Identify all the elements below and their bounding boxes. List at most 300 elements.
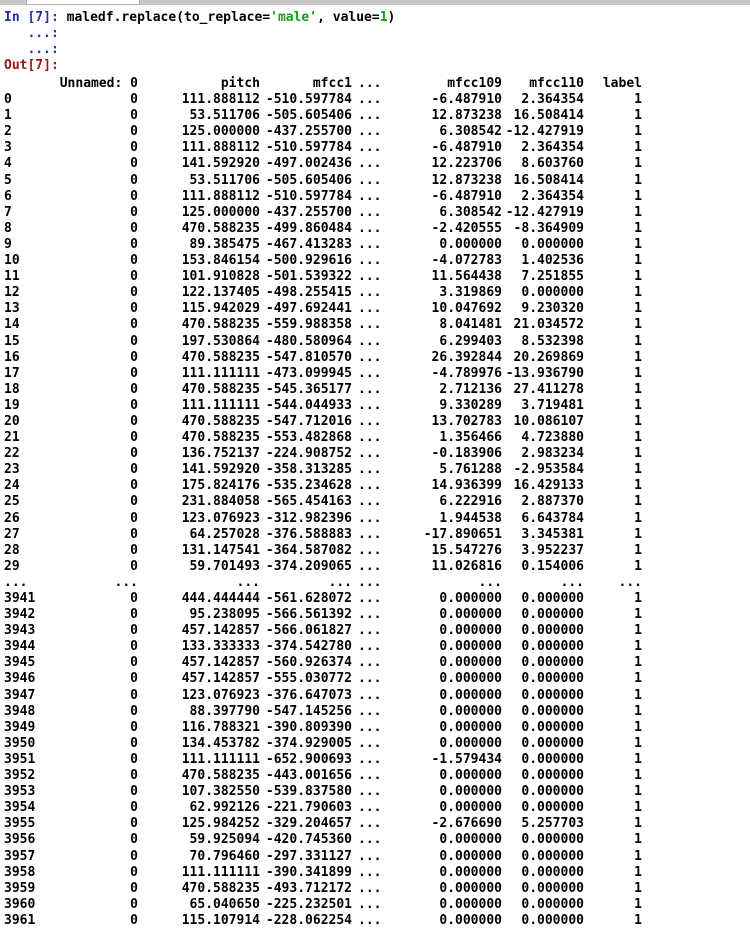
cell-pitch: 141.592920 — [181, 462, 260, 478]
cell-ellipsis: ... — [358, 719, 382, 735]
table-row — [0, 559, 750, 575]
table-row — [0, 285, 750, 301]
cell-pitch: 111.888112 — [181, 92, 260, 108]
row-index: 3951 — [4, 751, 36, 767]
cell-ellipsis: ... — [358, 912, 382, 928]
table-row — [0, 366, 750, 382]
cell-unnamed: 0 — [130, 687, 138, 703]
cell-mfcc1: -374.542780 — [265, 639, 352, 655]
cell-ellipsis: ... — [358, 285, 382, 301]
cell-ellipsis: ... — [358, 784, 382, 800]
table-row — [0, 494, 750, 510]
cell-unnamed: 0 — [130, 784, 138, 800]
row-index: 3950 — [4, 735, 36, 751]
cell-ellipsis: ... — [358, 301, 382, 317]
cell-ellipsis: ... — [358, 510, 382, 526]
cell-ellipsis: ... — [358, 671, 382, 687]
table-row — [0, 591, 750, 607]
cell-mfcc109: -6.487910 — [431, 92, 502, 108]
row-index: 27 — [4, 526, 20, 542]
cell-label: 1 — [634, 542, 642, 558]
cell-label: 1 — [634, 301, 642, 317]
cell-mfcc110: 0.000000 — [521, 655, 584, 671]
cell-unnamed: 0 — [130, 735, 138, 751]
cell-mfcc109: -0.183906 — [431, 446, 502, 462]
cell-label: 1 — [634, 687, 642, 703]
column-header-mfcc110: mfcc110 — [529, 76, 584, 91]
cell-unnamed: 0 — [130, 639, 138, 655]
row-index: 9 — [4, 236, 12, 252]
cell-mfcc109: 1.356466 — [439, 430, 502, 446]
row-index: 20 — [4, 413, 20, 429]
row-index: 5 — [4, 172, 12, 188]
cell-pitch: 111.888112 — [181, 188, 260, 204]
cell-mfcc110: 0.000000 — [521, 623, 584, 639]
cell-pitch: 107.382550 — [181, 784, 260, 800]
cell-pitch: 53.511706 — [189, 108, 260, 124]
cell-label: 1 — [634, 92, 642, 108]
table-row — [0, 462, 750, 478]
cell-pitch: 131.147541 — [181, 542, 260, 558]
cell-pitch: 457.142857 — [181, 655, 260, 671]
window-top-bar — [0, 0, 750, 5]
column-header-label: label — [602, 76, 642, 91]
table-row — [0, 527, 750, 543]
cell-mfcc1: -374.209065 — [265, 558, 352, 574]
cell-mfcc109: 6.222916 — [439, 494, 502, 510]
cell-mfcc109: 2.712136 — [439, 381, 502, 397]
cell-mfcc109: 0.000000 — [439, 896, 502, 912]
cell-mfcc109: 5.761288 — [439, 462, 502, 478]
cell-mfcc109: -4.789976 — [431, 365, 502, 381]
cell-mfcc1: -497.002436 — [265, 156, 352, 172]
cell-mfcc110: 3.345381 — [521, 526, 584, 542]
cell-mfcc1: -443.001656 — [265, 768, 352, 784]
cell-unnamed: 0 — [130, 591, 138, 606]
cell-mfcc110: 4.723880 — [521, 430, 584, 446]
cell-mfcc110: 0.000000 — [521, 768, 584, 784]
cell-mfcc109: -17.890651 — [423, 526, 502, 542]
cell-pitch: 444.444444 — [181, 591, 260, 606]
row-index: 23 — [4, 462, 20, 478]
cell-mfcc1: -566.561392 — [265, 607, 352, 623]
cell-mfcc1: -364.587082 — [265, 542, 352, 558]
table-row — [0, 720, 750, 736]
cell-unnamed: 0 — [130, 269, 138, 285]
cell-mfcc110: 2.983234 — [521, 446, 584, 462]
cell-mfcc110: 0.000000 — [521, 784, 584, 800]
row-index: 17 — [4, 365, 20, 381]
cell-mfcc109: 0.000000 — [439, 719, 502, 735]
table-row — [0, 350, 750, 366]
table-row — [0, 301, 750, 317]
cell-unnamed: 0 — [130, 220, 138, 236]
cell-mfcc110: 0.000000 — [521, 735, 584, 751]
table-row — [0, 478, 750, 494]
cell-pitch: 125.000000 — [181, 124, 260, 140]
cell-mfcc110: 8.603760 — [521, 156, 584, 172]
cell-mfcc110: 0.000000 — [521, 880, 584, 896]
cell-label: 1 — [634, 816, 642, 832]
cell-mfcc110: 0.000000 — [521, 607, 584, 623]
table-row — [0, 752, 750, 768]
cell-ellipsis: ... — [358, 896, 382, 912]
cell-pitch: 470.588235 — [181, 381, 260, 397]
cell-ellipsis: ... — [358, 172, 382, 188]
cell-pitch: 470.588235 — [181, 880, 260, 896]
cell-label: 1 — [634, 236, 642, 252]
cell-mfcc1: -374.929005 — [265, 735, 352, 751]
column-header-unnamed: Unnamed: 0 — [59, 76, 138, 91]
cell-ellipsis: ... — [358, 349, 382, 365]
cell-label: 1 — [634, 510, 642, 526]
cell-label: 1 — [634, 140, 642, 156]
cell-pitch: 64.257028 — [189, 526, 260, 542]
dataframe-output — [0, 76, 750, 929]
cell-mfcc1: -498.255415 — [265, 285, 352, 301]
cell-label: 1 — [634, 349, 642, 365]
cell-label: 1 — [634, 446, 642, 462]
table-row — [0, 269, 750, 285]
row-index: 2 — [4, 124, 12, 140]
row-index: 7 — [4, 204, 12, 220]
cell-label: 1 — [634, 478, 642, 494]
cell-unnamed: 0 — [130, 896, 138, 912]
cell-mfcc1: -312.982396 — [265, 510, 352, 526]
cell-ellipsis: ... — [358, 365, 382, 381]
cell-pitch: 111.111111 — [181, 751, 260, 767]
row-index: 6 — [4, 188, 12, 204]
cell-mfcc110: 0.000000 — [521, 896, 584, 912]
cell-ellipsis: ... — [358, 864, 382, 880]
cell-ellipsis: ... — [358, 703, 382, 719]
cell-ellipsis: ... — [358, 156, 382, 172]
code-string-literal: 'male' — [270, 10, 318, 25]
cell-label: 1 — [634, 912, 642, 928]
cell-ellipsis: ... — [358, 655, 382, 671]
cell-mfcc109: 0.000000 — [439, 784, 502, 800]
table-row — [0, 655, 750, 671]
cell-unnamed: 0 — [130, 703, 138, 719]
cell-label: 1 — [634, 703, 642, 719]
cell-pitch: 197.530864 — [181, 333, 260, 349]
row-index: 21 — [4, 430, 20, 446]
cell-pitch: 231.884058 — [181, 494, 260, 510]
row-index: 3947 — [4, 687, 36, 703]
cell-mfcc1: -480.580964 — [265, 333, 352, 349]
cell-mfcc110: 0.000000 — [521, 751, 584, 767]
table-row — [0, 173, 750, 189]
cell-mfcc1: -547.145256 — [265, 703, 352, 719]
cell-label: 1 — [634, 832, 642, 848]
cell-mfcc110: 10.086107 — [513, 413, 584, 429]
cell-ellipsis: ... — [358, 880, 382, 896]
cell-mfcc110: 16.508414 — [513, 172, 584, 188]
cell-mfcc109: 12.223706 — [431, 156, 502, 172]
table-row — [0, 382, 750, 398]
cell-mfcc110: 3.719481 — [521, 397, 584, 413]
cell-unnamed: 0 — [130, 719, 138, 735]
cell-ellipsis: ... — [358, 848, 382, 864]
column-header-ellipsis: ... — [358, 76, 382, 91]
cell-mfcc110: 1.402536 — [521, 253, 584, 269]
cell-unnamed: 0 — [130, 558, 138, 574]
cell-unnamed: 0 — [130, 816, 138, 832]
row-index: 3960 — [4, 896, 36, 912]
cell-label: 1 — [634, 172, 642, 188]
cell-pitch: 123.076923 — [181, 687, 260, 703]
cell-mfcc109: 0.000000 — [439, 880, 502, 896]
row-index: 22 — [4, 446, 20, 462]
cell-label: 1 — [634, 430, 642, 446]
cell-mfcc109: 11.026816 — [431, 558, 502, 574]
row-index: 3957 — [4, 848, 36, 864]
row-index: 4 — [4, 156, 12, 172]
row-index: 3945 — [4, 655, 36, 671]
cell-mfcc110: 0.000000 — [521, 719, 584, 735]
table-row — [0, 865, 750, 881]
cell-mfcc109: 1.944538 — [439, 510, 502, 526]
cell-mfcc109: 0.000000 — [439, 623, 502, 639]
cell-mfcc1: -555.030772 — [265, 671, 352, 687]
cell-pitch: 470.588235 — [181, 317, 260, 333]
cell-unnamed: 0 — [130, 349, 138, 365]
cell-mfcc1: -390.809390 — [265, 719, 352, 735]
cell-ellipsis: ... — [358, 430, 382, 446]
cell-label: 1 — [634, 864, 642, 880]
cell-mfcc110: 0.000000 — [521, 703, 584, 719]
table-row — [0, 897, 750, 913]
cell-mfcc1: -561.628072 — [265, 591, 352, 606]
cell-unnamed: 0 — [130, 140, 138, 156]
cell-mfcc1: -376.647073 — [265, 687, 352, 703]
row-index: 3952 — [4, 768, 36, 784]
cell-ellipsis: ... — [358, 558, 382, 574]
cell-ellipsis: ... — [358, 220, 382, 236]
cell-pitch: 70.796460 — [189, 848, 260, 864]
cell-mfcc1: -329.204657 — [265, 816, 352, 832]
cell-unnamed: 0 — [130, 864, 138, 880]
table-row — [0, 623, 750, 639]
row-index: 3949 — [4, 719, 36, 735]
cell-mfcc1: -437.255700 — [265, 124, 352, 140]
table-row — [0, 108, 750, 124]
cell-label: ... — [618, 574, 642, 590]
table-row — [0, 446, 750, 462]
code-argument: , value= — [317, 10, 380, 25]
cell-label: 1 — [634, 896, 642, 912]
cell-unnamed: 0 — [130, 478, 138, 494]
cell-ellipsis: ... — [358, 639, 382, 655]
cell-pitch: 134.453782 — [181, 735, 260, 751]
row-index: 25 — [4, 494, 20, 510]
cell-ellipsis: ... — [358, 124, 382, 140]
cell-pitch: 95.238095 — [189, 607, 260, 623]
table-body — [0, 92, 750, 929]
row-index: 3948 — [4, 703, 36, 719]
cell-mfcc1: -221.790603 — [265, 800, 352, 816]
cell-pitch: 65.040650 — [189, 896, 260, 912]
cell-ellipsis: ... — [358, 591, 382, 606]
cell-unnamed: 0 — [130, 494, 138, 510]
cell-ellipsis: ... — [358, 140, 382, 156]
row-index: 1 — [4, 108, 12, 124]
cell-label: 1 — [634, 607, 642, 623]
cell-label: 1 — [634, 188, 642, 204]
row-index: 12 — [4, 285, 20, 301]
cell-unnamed: 0 — [130, 285, 138, 301]
cell-mfcc110: 2.364354 — [521, 140, 584, 156]
cell-unnamed: 0 — [130, 413, 138, 429]
table-row — [0, 849, 750, 865]
cell-label: 1 — [634, 591, 642, 606]
cell-ellipsis: ... — [358, 800, 382, 816]
cell-unnamed: 0 — [130, 317, 138, 333]
cell-pitch: 457.142857 — [181, 623, 260, 639]
cell-mfcc110: 8.532398 — [521, 333, 584, 349]
out-prompt: Out[7]: — [4, 58, 59, 73]
cell-pitch: 111.888112 — [181, 140, 260, 156]
cell-unnamed: 0 — [130, 671, 138, 687]
cell-unnamed: 0 — [130, 848, 138, 864]
cell-mfcc1: -499.860484 — [265, 220, 352, 236]
cell-pitch: 125.984252 — [181, 816, 260, 832]
row-index: 16 — [4, 349, 20, 365]
cell-mfcc110: 0.000000 — [521, 864, 584, 880]
cell-unnamed: 0 — [130, 253, 138, 269]
table-row — [0, 543, 750, 559]
cell-pitch: 116.788321 — [181, 719, 260, 735]
top-tab[interactable] — [26, 0, 140, 5]
cell-mfcc1: -652.900693 — [265, 751, 352, 767]
cell-unnamed: 0 — [130, 108, 138, 124]
table-row — [0, 317, 750, 333]
cell-label: 1 — [634, 671, 642, 687]
row-index: 3954 — [4, 800, 36, 816]
cell-mfcc1: -437.255700 — [265, 204, 352, 220]
table-row — [0, 398, 750, 414]
cell-unnamed: 0 — [130, 236, 138, 252]
table-row — [0, 253, 750, 269]
cell-ellipsis: ... — [358, 333, 382, 349]
cell-mfcc109: 11.564438 — [431, 269, 502, 285]
cell-mfcc109: 0.000000 — [439, 832, 502, 848]
cell-pitch: 111.111111 — [181, 365, 260, 381]
row-index: 11 — [4, 269, 20, 285]
cell-pitch: 53.511706 — [189, 172, 260, 188]
cell-label: 1 — [634, 317, 642, 333]
cell-mfcc1: -376.588883 — [265, 526, 352, 542]
cell-unnamed: 0 — [130, 172, 138, 188]
code-call: maledf.replace(to_replace= — [58, 10, 271, 25]
input-line[interactable] — [4, 10, 395, 26]
cell-mfcc1: -510.597784 — [265, 188, 352, 204]
cell-mfcc109: 0.000000 — [439, 591, 502, 606]
cell-ellipsis: ... — [358, 526, 382, 542]
table-row — [0, 221, 750, 237]
cell-mfcc1: -297.331127 — [265, 848, 352, 864]
row-index: 24 — [4, 478, 20, 494]
cell-unnamed: 0 — [130, 800, 138, 816]
cell-unnamed: 0 — [130, 333, 138, 349]
cell-unnamed: 0 — [130, 510, 138, 526]
cell-ellipsis: ... — [358, 768, 382, 784]
row-index: 13 — [4, 301, 20, 317]
cell-pitch: 88.397790 — [189, 703, 260, 719]
cell-ellipsis: ... — [358, 317, 382, 333]
cell-mfcc1: -228.062254 — [265, 912, 352, 928]
row-index: ... — [4, 574, 28, 590]
cell-pitch: 141.592920 — [181, 156, 260, 172]
cell-label: 1 — [634, 800, 642, 816]
table-row — [0, 430, 750, 446]
table-row — [0, 92, 750, 108]
cell-unnamed: 0 — [130, 542, 138, 558]
cell-pitch: 470.588235 — [181, 413, 260, 429]
cell-mfcc1: ... — [328, 574, 352, 590]
cell-unnamed: 0 — [130, 655, 138, 671]
cell-mfcc110: 20.269869 — [513, 349, 584, 365]
cell-mfcc110: -2.953584 — [513, 462, 584, 478]
cell-mfcc1: -390.341899 — [265, 864, 352, 880]
table-row — [0, 816, 750, 832]
cell-mfcc110: 0.154006 — [521, 558, 584, 574]
cell-pitch: 122.137405 — [181, 285, 260, 301]
cell-mfcc110: 2.364354 — [521, 188, 584, 204]
row-index: 8 — [4, 220, 12, 236]
cell-unnamed: 0 — [130, 92, 138, 108]
cell-label: 1 — [634, 623, 642, 639]
cell-mfcc109: 0.000000 — [439, 671, 502, 687]
cell-mfcc109: -1.579434 — [431, 751, 502, 767]
table-row — [0, 140, 750, 156]
cell-mfcc109: 13.702783 — [431, 413, 502, 429]
cell-ellipsis: ... — [358, 92, 382, 108]
cell-mfcc110: 21.034572 — [513, 317, 584, 333]
cell-ellipsis: ... — [358, 687, 382, 703]
cell-mfcc109: 0.000000 — [439, 655, 502, 671]
cell-mfcc110: 27.411278 — [513, 381, 584, 397]
cell-label: 1 — [634, 156, 642, 172]
cell-mfcc109: 3.319869 — [439, 285, 502, 301]
cell-mfcc109: 6.308542 — [439, 124, 502, 140]
table-row — [0, 913, 750, 929]
cell-pitch: 89.385475 — [189, 236, 260, 252]
cell-ellipsis: ... — [358, 188, 382, 204]
cell-pitch: 115.942029 — [181, 301, 260, 317]
cell-mfcc109: 0.000000 — [439, 768, 502, 784]
cell-mfcc109: -2.676690 — [431, 816, 502, 832]
cell-mfcc110: 9.230320 — [521, 301, 584, 317]
cell-mfcc1: -560.926374 — [265, 655, 352, 671]
code-number-literal: 1 — [379, 10, 388, 25]
cell-pitch: 470.588235 — [181, 349, 260, 365]
cell-unnamed: ... — [114, 574, 138, 590]
cell-mfcc109: 0.000000 — [439, 864, 502, 880]
cell-ellipsis: ... — [358, 478, 382, 494]
cell-label: 1 — [634, 204, 642, 220]
cell-mfcc109: 0.000000 — [439, 800, 502, 816]
cell-mfcc110: -8.364909 — [513, 220, 584, 236]
table-row — [0, 704, 750, 720]
cell-label: 1 — [634, 735, 642, 751]
table-row — [0, 607, 750, 623]
table-row — [0, 189, 750, 205]
cell-mfcc1: -566.061827 — [265, 623, 352, 639]
in-prompt: In [7]: — [4, 10, 59, 25]
cell-ellipsis: ... — [358, 623, 382, 639]
cell-mfcc1: -544.044933 — [265, 397, 352, 413]
